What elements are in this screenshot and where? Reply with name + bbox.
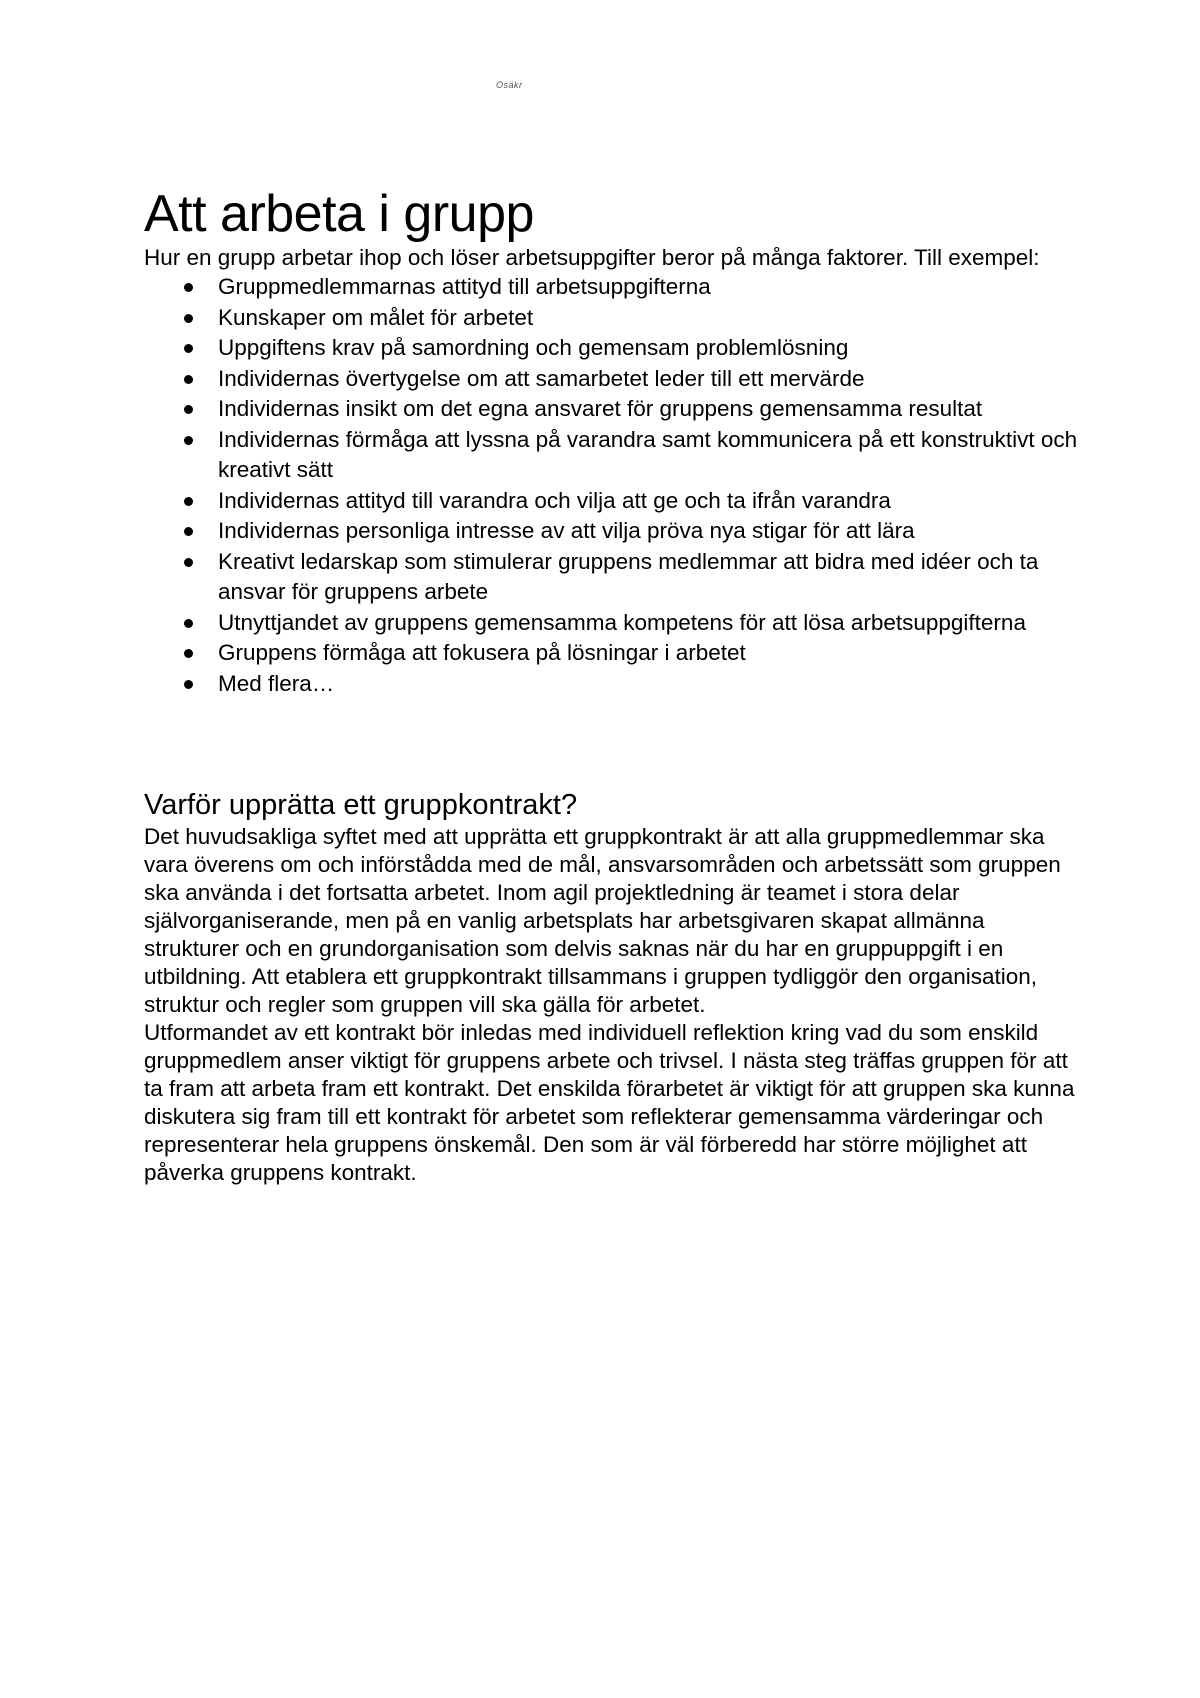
- document-content: [144, 184, 1080, 1187]
- list-item-text: Gruppens förmåga att fokusera på lösningar i arbetet: [218, 640, 746, 665]
- list-item: [144, 425, 1080, 486]
- list-item: [144, 364, 1080, 395]
- bullet-icon: [184, 314, 193, 323]
- list-item-text: Individernas attityd till varandra och vilja att ge och ta ifrån varandra: [218, 487, 891, 513]
- list-item-text: Individernas personliga intresse av att vilja pröva nya stigar för att lära: [218, 518, 915, 543]
- bullet-icon: [184, 680, 193, 689]
- list-item: [144, 303, 1080, 334]
- bullet-icon: [184, 283, 193, 292]
- list-item-text: Individernas övertygelse om att samarbetet leder till ett mervärde: [218, 365, 865, 391]
- body-paragraph-1: Det huvudsakliga syftet med att upprätta ett gruppkontrakt är att alla gruppmedlemmar ska vara överens om och införstådda med de mål, ansvarsområden och arbetssätt som gruppen ska använda i det fortsatta arbetet. Inom agil projektledning är teamet i stora delar självorganiserande, men på en vanlig arbetsplats har arbetsgivaren skapat allmänna strukturer och en grundorganisation som delvis saknas när du har en gruppuppgift i en utbildning. Att etablera ett gruppkontrakt tillsammans i gruppen tydliggör den organisation, struktur och regler som gruppen vill ska gälla för arbetet.: [144, 824, 1061, 1017]
- list-item: [144, 608, 1080, 639]
- list-item-text: Uppgiftens krav på samordning och gemensam problemlösning: [218, 335, 849, 360]
- header-mark: Osäkr: [496, 80, 523, 90]
- list-item: [144, 272, 1080, 303]
- list-item-text: Utnyttjandet av gruppens gemensamma kompetens för att lösa arbetsuppgifterna: [218, 609, 1026, 635]
- bullet-icon: [184, 436, 193, 445]
- bullet-icon: [184, 375, 193, 384]
- page-title: Att arbeta i grupp: [144, 185, 534, 243]
- intro-paragraph: Hur en grupp arbetar ihop och löser arbetsuppgifter beror på många faktorer. Till exempel:: [144, 245, 1040, 270]
- list-item: [144, 638, 1080, 669]
- list-item-text: Individernas insikt om det egna ansvaret för gruppens gemensamma resultat: [218, 396, 983, 421]
- list-item: [144, 486, 1080, 517]
- list-item-text: Individernas förmåga att lyssna på varandra samt kommunicera på ett konstruktivt och kreativt sätt: [218, 426, 1078, 482]
- body-paragraph-2: Utformandet av ett kontrakt bör inledas med individuell reflektion kring vad du som enskild gruppmedlem anser viktigt för gruppens arbete och trivsel. I nästa steg träffas gruppen för att ta fram att arbeta fram ett kontrakt. Det enskilda förarbetet är viktigt för att gruppen ska kunna diskutera sig fram till ett kontrakt för arbetet som reflekterar gemensamma värderingar och representerar hela gruppens önskemål. Den som är väl förberedd har större möjlighet att påverka gruppens kontrakt.: [144, 1020, 1075, 1185]
- section-heading: Varför upprätta ett gruppkontrakt?: [144, 789, 578, 821]
- list-item-text: Kunskaper om målet för arbetet: [218, 304, 534, 330]
- list-item: [144, 669, 1080, 700]
- bullet-icon: [184, 497, 193, 506]
- list-item-text: Kreativt ledarskap som stimulerar gruppens medlemmar att bidra med idéer och ta ansvar för gruppens arbete: [218, 548, 1039, 604]
- list-item-text: Gruppmedlemmarnas attityd till arbetsuppgifterna: [218, 274, 711, 299]
- bullet-icon: [184, 344, 193, 353]
- list-item: [144, 516, 1080, 547]
- list-item-text: Med flera…: [218, 670, 335, 696]
- list-item: [144, 547, 1080, 608]
- bullet-icon: [184, 558, 193, 567]
- bullet-icon: [184, 619, 193, 628]
- bullet-icon: [184, 649, 193, 658]
- bullet-icon: [184, 405, 193, 414]
- list-item: [144, 333, 1080, 364]
- list-item: [144, 394, 1080, 425]
- bullet-icon: [184, 527, 193, 536]
- factors-list: [144, 272, 1080, 699]
